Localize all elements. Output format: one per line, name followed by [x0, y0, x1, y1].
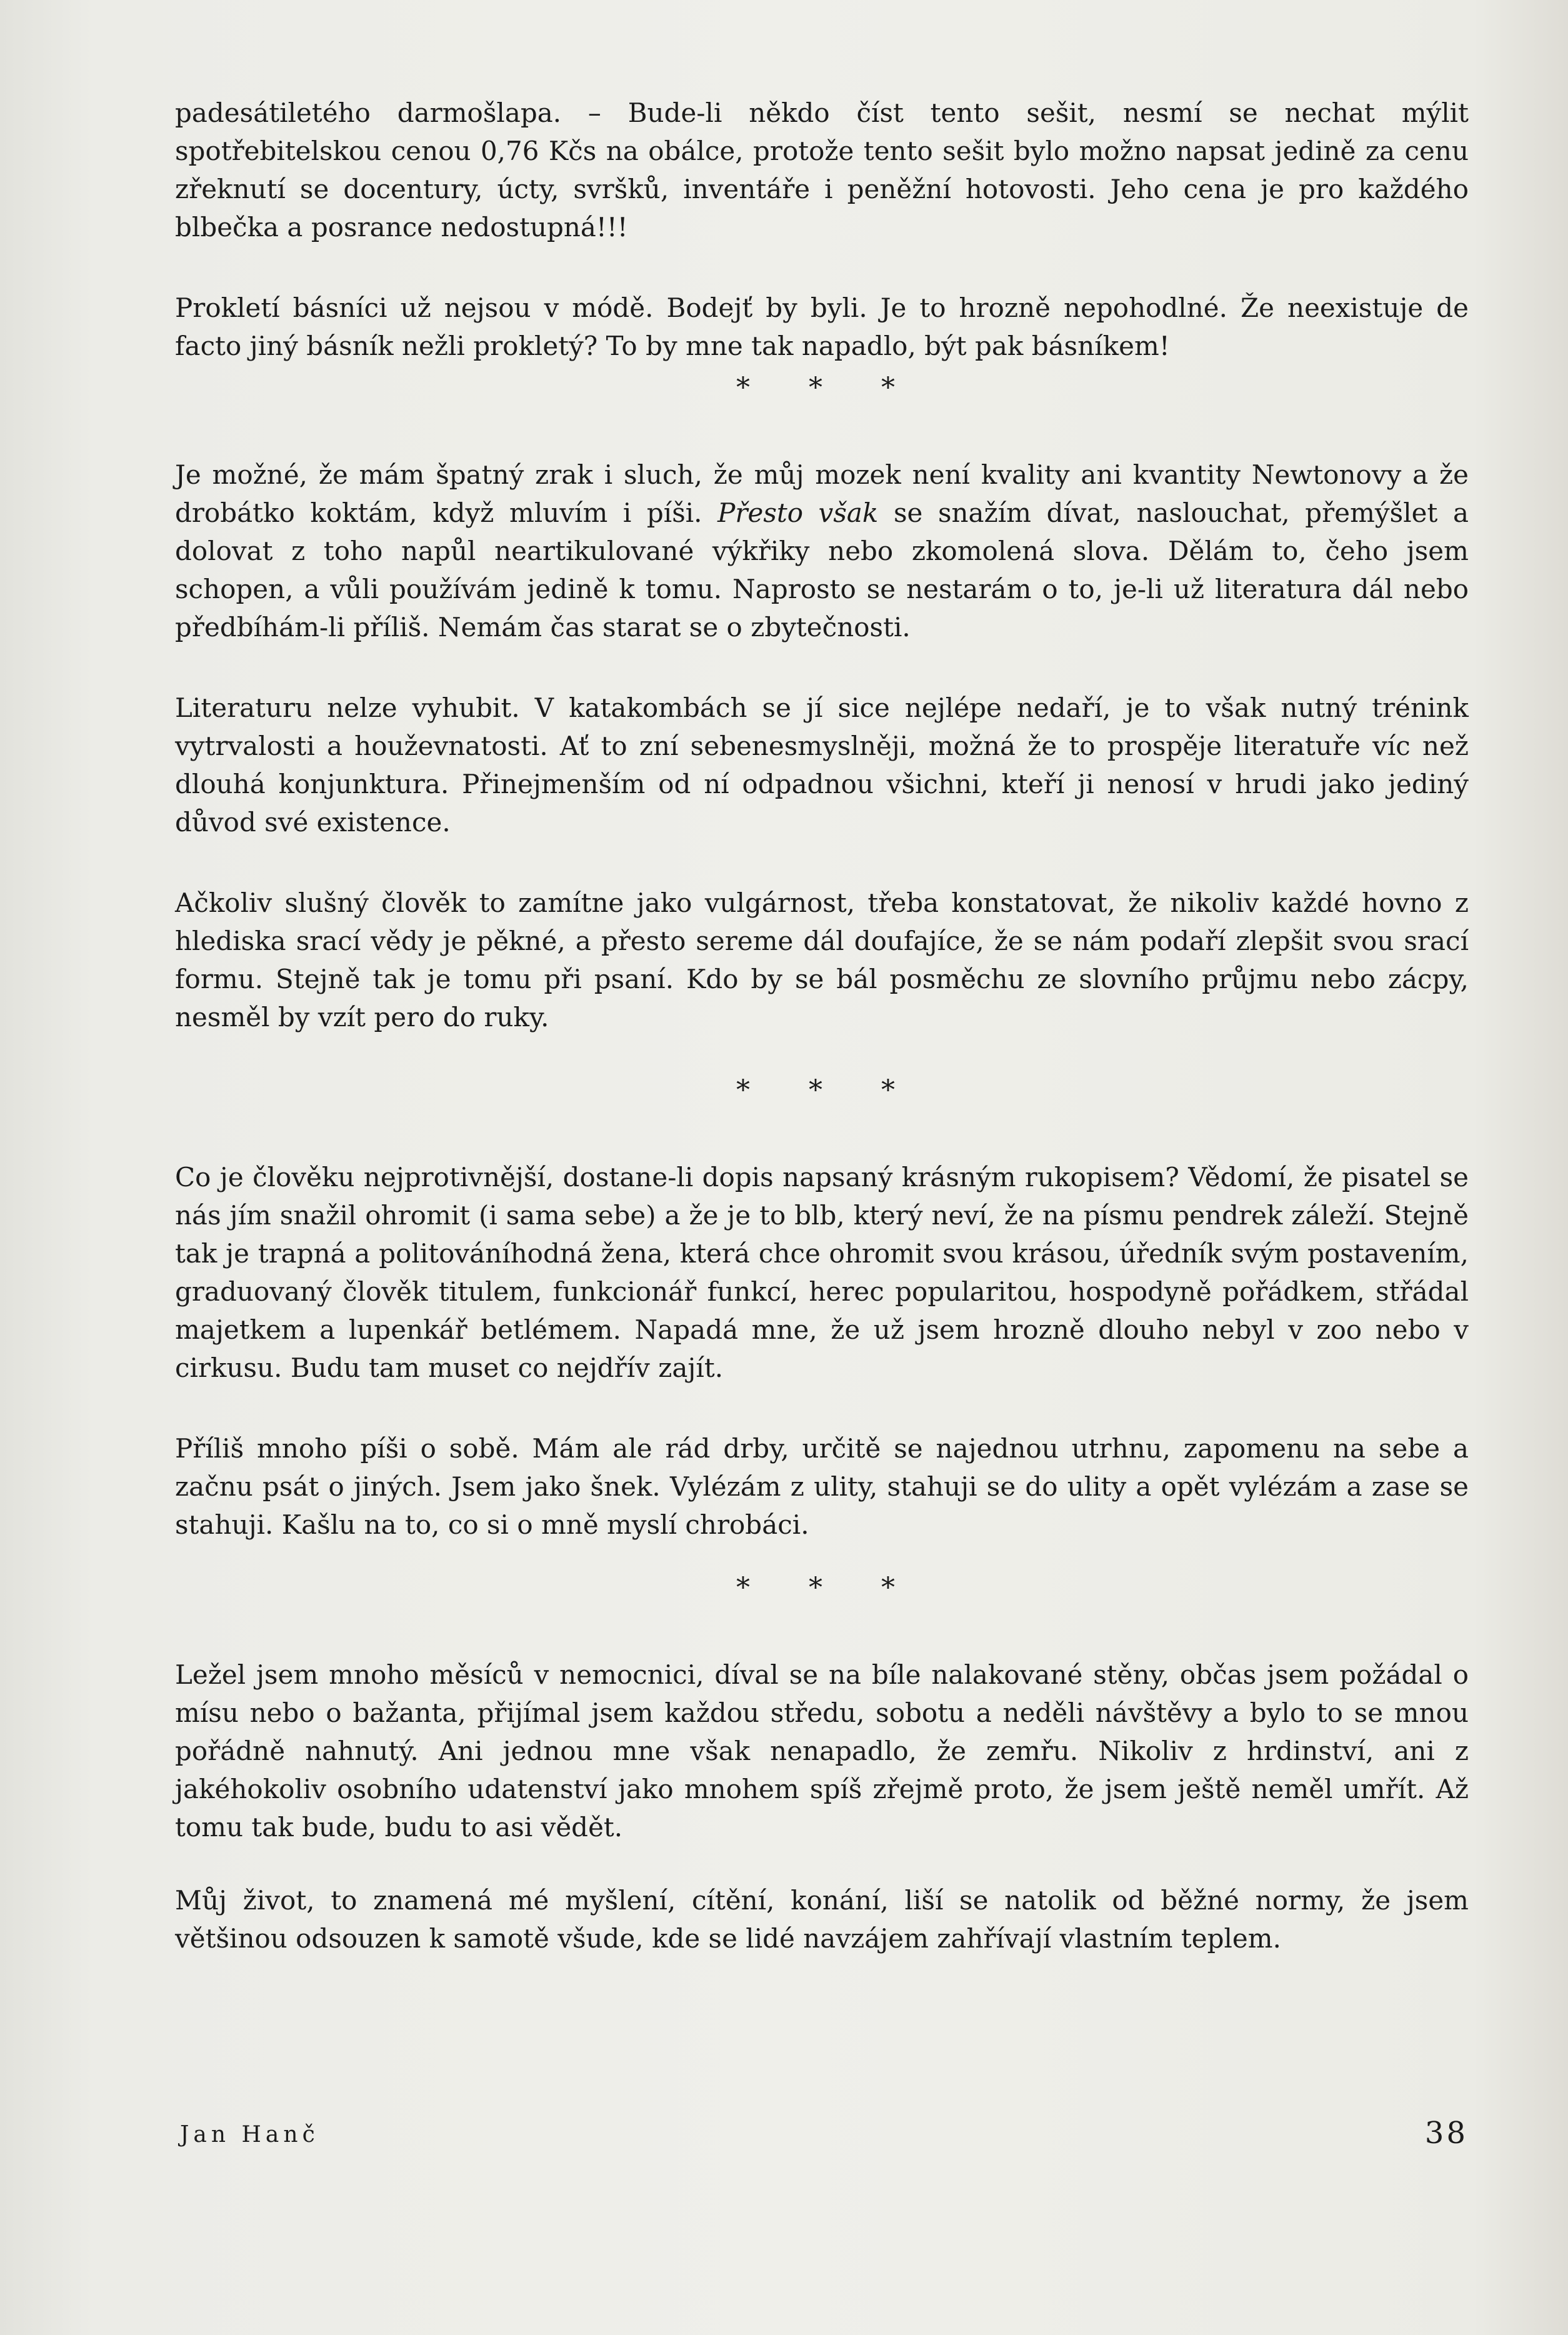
text-body [175, 94, 1469, 1958]
paragraph-3 [175, 456, 1469, 646]
footer-author: Jan Hanč [180, 2122, 319, 2148]
paragraph-8: Ležel jsem mnoho měsíců v nemocnici, díval se na bíle nalakované stěny, občas jsem požádal o mísu nebo o bažanta, přijímal jsem každou středu, sobotu a neděli návštěvy a bylo to se mnou pořádně nahnutý. Ani jednou mne však nenapadlo, že zemřu. Nikoliv z hrdinství, ani z jakéhokoliv osobního udatenství jako mnohem spíš zřejmě proto, že jsem ještě neměl umřít. Až tomu tak bude, budu to asi vědět. [175, 1659, 1469, 1842]
paragraph-9: Můj život, to znamená mé myšlení, cítění, konání, liší se natolik od běžné normy, že jsem většinou odsouzen k samotě všude, kde se lidé navzájem zahřívají vlastním teplem. [175, 1885, 1469, 1954]
paragraph-2: Prokletí básníci už nejsou v módě. Bodejť by byli. Je to hrozně nepohodlné. Že neexistuje de facto jiný básník nežli prokletý? To by mne tak napadlo, být pak básníkem! [175, 292, 1469, 361]
paragraph-4: Literaturu nelze vyhubit. V katakombách se jí sice nejlépe nedaří, je to však nutný trénink vytrvalosti a houževnatosti. Ať to zní sebenesmyslněji, možná že to prospěje literatuře víc než dlouhá konjunktura. Přinejmenším od ní odpadnou všichni, kteří ji nenosí v hrudi jako jediný důvod své existence. [175, 692, 1469, 838]
paragraph-3-end: se snažím dívat, naslouchat, přemýšlet a dolovat z toho napůl neartikulované výkřiky nebo zkomolená slova. Dělám to, čeho jsem schopen, a vůli používám jedině k tomu. Naprosto se nestarám o to, je-li už literatura dál nebo předbíhám-li příliš. Nemám čas starat se o zbytečnosti. [175, 498, 1469, 642]
paragraph-6: Co je člověku nejprotivnější, dostane-li dopis napsaný krásným rukopisem? Vědomí, že pisatel se nás jím snažil ohromit (i sama sebe) a že je to blb, který neví, že na písmu pendrek záleží. Stejně tak je trapná a politováníhodná žena, která chce ohromit svou krásou, úředník svým postavením, graduovaný člověk titulem, funkcionář funkcí, herec popularitou, hospodyně pořádkem, střádal majetkem a lupenkář betlémem. Napadá mne, že už jsem hrozně dlouho nebyl v zoo nebo v cirkusu. Budu tam muset co nejdřív zajít. [175, 1162, 1469, 1383]
section-separator-2: * * * [736, 1074, 920, 1106]
page-number: 38 [1424, 2116, 1468, 2151]
paragraph-5: Ačkoliv slušný člověk to zamítne jako vulgárnost, třeba konstatovat, že nikoliv každé hovno z hlediska srací vědy je pěkné, a přesto sereme dál doufajíce, že se nám podaří zlepšit svou srací formu. Stejně tak je tomu při psaní. Kdo by se bál posměchu ze slovního průjmu nebo zácpy, nesměl by vzít pero do ruky. [175, 888, 1469, 1032]
section-separator-3: * * * [736, 1572, 920, 1604]
paragraph-1: padesátiletého darmošlapa. – Bude-li někdo číst tento sešit, nesmí se nechat mýlit spotřebitelskou cenou 0,76 Kčs na obálce, protože tento sešit bylo možno napsat jedině za cenu zřeknutí se docentury, úcty, svršků, inventáře i peněžní hotovosti. Jeho cena je pro každého blbečka a posrance nedostupná!!! [175, 98, 1469, 242]
paragraph-7: Příliš mnoho píši o sobě. Mám ale rád drby, určitě se najednou utrhnu, zapomenu na sebe a začnu psát o jiných. Jsem jako šnek. Vylézám z ulity, stahuji se do ulity a opět vylézám a zase se stahuji. Kašlu na to, co si o mně myslí chrobáci. [175, 1433, 1469, 1540]
paragraph-3-emphasis: Přesto však [717, 498, 879, 528]
section-separator-1: * * * [736, 372, 920, 404]
paragraph-3-start: Je možné, že mám špatný zrak i sluch, že můj mozek není kvality ani kvantity Newtonovy a že drobátko koktám, když mluvím i píši. [175, 459, 1469, 528]
